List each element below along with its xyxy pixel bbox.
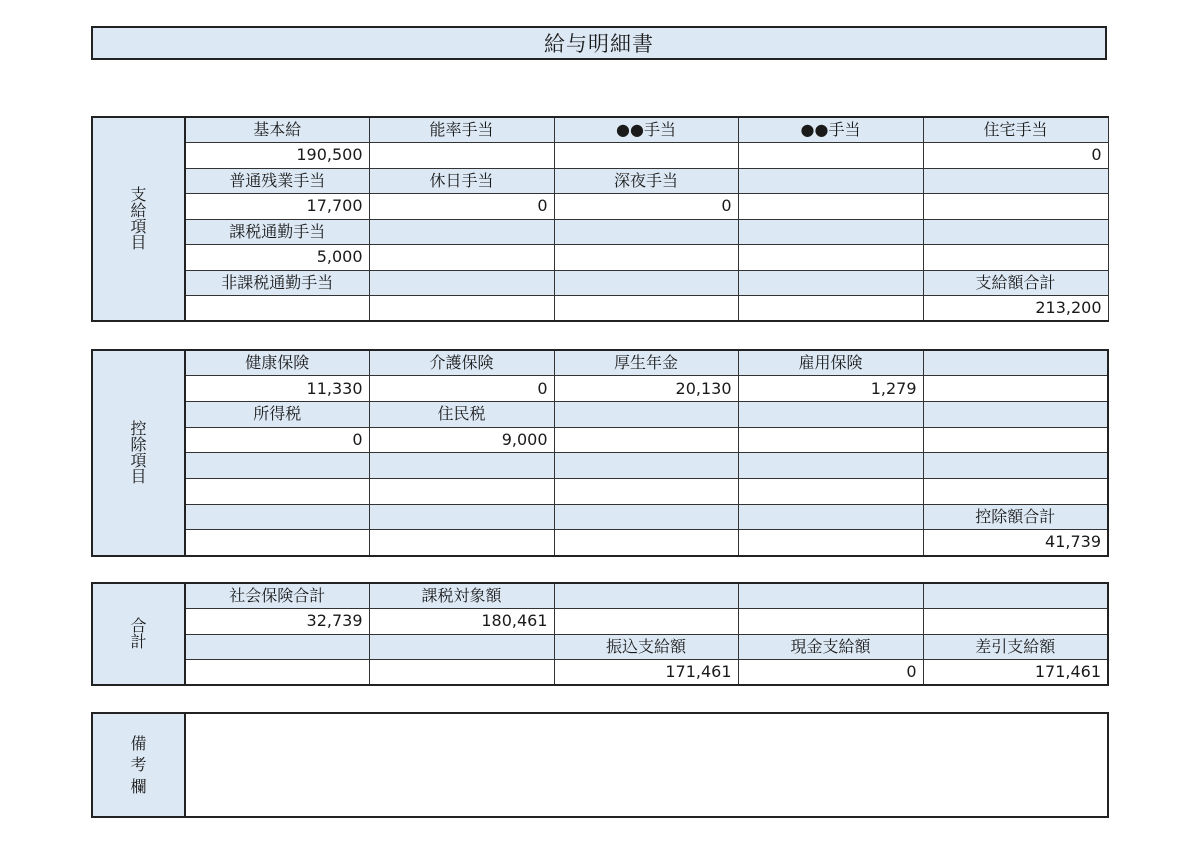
deduction-item-label-cell: 雇用保険 [738, 350, 923, 376]
total-item-label-cell: 差引支給額 [923, 634, 1108, 660]
total-item-label-cell [923, 583, 1108, 609]
page-title: 給与明細書 [91, 26, 1107, 60]
deduction-side-char: 除 [130, 434, 147, 454]
payment-item-value-cell[interactable]: 190,500 [185, 143, 369, 169]
total-item-value-cell[interactable] [369, 660, 554, 686]
payment-item-value-cell[interactable]: 17,700 [185, 194, 369, 220]
payment-item-value-cell[interactable] [554, 245, 738, 271]
deduction-item-label-cell [554, 504, 738, 530]
deduction-item-label-cell [738, 504, 923, 530]
total-item-value-cell[interactable] [554, 609, 738, 635]
deduction-item-label-cell [369, 504, 554, 530]
total-item-value-cell[interactable]: 32,739 [185, 609, 369, 635]
deduction-side-char: 項 [130, 450, 147, 470]
payment-item-label-cell [738, 219, 923, 245]
deduction-body [92, 350, 1108, 556]
payment-value-row [92, 296, 1108, 322]
payment-item-label-cell [738, 270, 923, 296]
total-item-value-cell[interactable]: 171,461 [923, 660, 1108, 686]
payment-item-label-cell [369, 270, 554, 296]
deduction-item-value-cell[interactable]: 11,330 [185, 376, 369, 402]
deduction-item-label-cell: 健康保険 [185, 350, 369, 376]
deduction-item-label-cell [738, 401, 923, 427]
deduction-item-label-cell [185, 504, 369, 530]
total-item-label-cell [554, 583, 738, 609]
deduction-section [91, 349, 1109, 557]
remarks-side-char: 欄 [130, 776, 147, 796]
payment-item-label-cell [738, 168, 923, 194]
total-side-char: 合 [130, 616, 147, 635]
payment-item-value-cell[interactable] [738, 296, 923, 322]
payment-item-value-cell[interactable] [923, 245, 1108, 271]
payment-item-value-cell[interactable]: 0 [369, 194, 554, 220]
deduction-item-label-cell: 厚生年金 [554, 350, 738, 376]
total-item-value-cell[interactable] [923, 609, 1108, 635]
total-item-label-cell [738, 583, 923, 609]
deduction-item-label-cell [185, 453, 369, 479]
total-side-label [92, 583, 185, 685]
payment-label-row [92, 270, 1108, 296]
remarks-side-label [92, 713, 185, 817]
total-side-stack [93, 618, 184, 650]
deduction-item-label-cell: 控除額合計 [923, 504, 1108, 530]
deduction-item-value-cell[interactable] [185, 530, 369, 556]
total-item-label-cell: 課税対象額 [369, 583, 554, 609]
deduction-item-value-cell[interactable]: 1,279 [738, 376, 923, 402]
remarks-section [91, 712, 1109, 818]
deduction-item-label-cell [923, 350, 1108, 376]
total-body [92, 583, 1108, 685]
deduction-value-row [92, 427, 1108, 453]
deduction-label-row [92, 350, 1108, 376]
deduction-label-row [92, 504, 1108, 530]
deduction-item-label-cell [923, 401, 1108, 427]
payment-item-label-cell [554, 270, 738, 296]
total-value-row [92, 609, 1108, 635]
payment-item-label-cell: 休日手当 [369, 168, 554, 194]
remarks-side-char: 考 [130, 755, 147, 775]
payment-item-value-cell[interactable] [185, 296, 369, 322]
payment-item-value-cell[interactable] [923, 194, 1108, 220]
deduction-item-value-cell[interactable] [923, 376, 1108, 402]
deduction-item-value-cell[interactable] [923, 478, 1108, 504]
deduction-item-label-cell [554, 453, 738, 479]
payment-item-value-cell[interactable] [738, 143, 923, 169]
deduction-item-label-cell: 住民税 [369, 401, 554, 427]
deduction-item-value-cell[interactable] [554, 478, 738, 504]
payment-side-char: 目 [130, 233, 147, 252]
payment-item-value-cell[interactable] [369, 296, 554, 322]
deduction-value-row [92, 530, 1108, 556]
payment-label-row [92, 219, 1108, 245]
payment-body [92, 117, 1108, 321]
payment-side-char: 支 [130, 185, 147, 204]
deduction-value-row [92, 478, 1108, 504]
deduction-item-value-cell[interactable] [923, 427, 1108, 453]
deduction-side-stack [93, 418, 184, 486]
payment-item-label-cell: 非課税通勤手当 [185, 270, 369, 296]
payment-item-label-cell [369, 219, 554, 245]
deduction-item-label-cell [923, 453, 1108, 479]
payment-label-row [92, 117, 1108, 143]
deduction-item-value-cell[interactable] [554, 530, 738, 556]
deduction-value-row [92, 376, 1108, 402]
total-item-value-cell[interactable] [738, 609, 923, 635]
total-item-value-cell[interactable]: 0 [738, 660, 923, 686]
payment-item-label-cell [923, 219, 1108, 245]
deduction-item-value-cell[interactable] [369, 478, 554, 504]
deduction-item-value-cell[interactable]: 0 [369, 376, 554, 402]
deduction-item-value-cell[interactable]: 9,000 [369, 427, 554, 453]
deduction-item-value-cell[interactable] [738, 478, 923, 504]
payment-item-value-cell[interactable] [738, 245, 923, 271]
total-side-char: 計 [130, 632, 147, 651]
payment-item-label-cell: ●●手当 [738, 117, 923, 143]
total-item-label-cell: 社会保険合計 [185, 583, 369, 609]
total-item-label-cell: 振込支給額 [554, 634, 738, 660]
deduction-item-value-cell[interactable] [369, 530, 554, 556]
deduction-item-value-cell[interactable] [738, 530, 923, 556]
deduction-item-label-cell: 所得税 [185, 401, 369, 427]
payment-value-row [92, 194, 1108, 220]
payment-side-label [92, 117, 185, 321]
total-item-value-cell[interactable] [185, 660, 369, 686]
total-item-label-cell [369, 634, 554, 660]
deduction-label-row [92, 401, 1108, 427]
total-item-value-cell[interactable]: 171,461 [554, 660, 738, 686]
payment-item-label-cell [554, 219, 738, 245]
deduction-side-label [92, 350, 185, 556]
deduction-item-label-cell [369, 453, 554, 479]
payment-item-label-cell: 支給額合計 [923, 270, 1108, 296]
deduction-item-value-cell[interactable]: 0 [185, 427, 369, 453]
payment-side-char: 給 [130, 201, 147, 220]
deduction-item-value-cell[interactable]: 20,130 [554, 376, 738, 402]
deduction-item-value-cell[interactable] [185, 478, 369, 504]
payment-item-value-cell[interactable] [738, 194, 923, 220]
payment-item-value-cell[interactable] [554, 296, 738, 322]
payment-item-value-cell[interactable] [369, 245, 554, 271]
deduction-item-label-cell [738, 453, 923, 479]
deduction-label-row [92, 453, 1108, 479]
deduction-item-value-cell[interactable] [554, 427, 738, 453]
total-section [91, 582, 1109, 686]
payment-item-label-cell: 深夜手当 [554, 168, 738, 194]
payment-side-stack [93, 187, 184, 251]
deduction-side-char: 目 [130, 466, 147, 486]
payment-item-label-cell: 基本給 [185, 117, 369, 143]
total-item-value-cell[interactable]: 180,461 [369, 609, 554, 635]
deduction-item-value-cell[interactable] [738, 427, 923, 453]
payment-value-row [92, 245, 1108, 271]
payment-item-value-cell[interactable]: 5,000 [185, 245, 369, 271]
payment-item-label-cell: 住宅手当 [923, 117, 1108, 143]
payment-item-label-cell: 能率手当 [369, 117, 554, 143]
deduction-side-char: 控 [130, 418, 147, 438]
payment-section [91, 116, 1109, 322]
payment-item-value-cell[interactable]: 0 [923, 143, 1108, 169]
payment-value-row [92, 143, 1108, 169]
total-item-label-cell: 現金支給額 [738, 634, 923, 660]
payment-item-value-cell[interactable]: 213,200 [923, 296, 1108, 322]
payment-item-value-cell[interactable]: 0 [554, 194, 738, 220]
payment-item-label-cell [923, 168, 1108, 194]
payment-item-label-cell: ●●手当 [554, 117, 738, 143]
payment-item-value-cell[interactable] [554, 143, 738, 169]
payment-item-label-cell: 普通残業手当 [185, 168, 369, 194]
total-value-row [92, 660, 1108, 686]
deduction-item-label-cell [554, 401, 738, 427]
total-label-row [92, 634, 1108, 660]
total-item-label-cell [185, 634, 369, 660]
deduction-item-value-cell[interactable]: 41,739 [923, 530, 1108, 556]
remarks-content[interactable] [185, 713, 1108, 817]
payment-item-value-cell[interactable] [369, 143, 554, 169]
payment-label-row [92, 168, 1108, 194]
remarks-side-char: 備 [130, 734, 147, 754]
deduction-item-label-cell: 介護保険 [369, 350, 554, 376]
payment-side-char: 項 [130, 217, 147, 236]
payment-item-label-cell: 課税通勤手当 [185, 219, 369, 245]
total-label-row [92, 583, 1108, 609]
